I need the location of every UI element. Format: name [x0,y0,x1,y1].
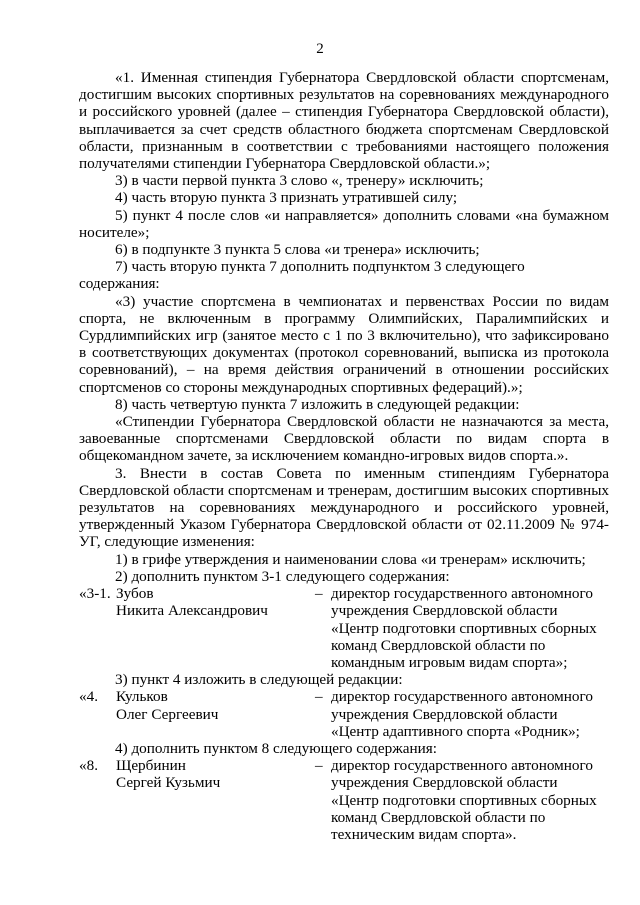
paragraph-change-2: 2) дополнить пунктом 3-1 следующего содержания: [115,567,450,585]
paragraph-quote-stipends: «Стипендии Губернатора Свердловской области не назначаются за места, завоеванные спортсменами Свердловской области по видам спорта в общекомандном зачете, за исключением командно-игровых видов спорта.». [79,413,609,465]
entry-name [116,757,220,791]
page-number: 2 [316,41,324,57]
entry-surname: Зубов [116,585,154,603]
entry-surname: Щербинин [116,757,186,775]
paragraph-change-4: 4) дополнить пунктом 8 следующего содержания: [115,739,437,757]
paragraph-item-6: 6) в подпункте 3 пункта 5 слова «и тренера» исключить; [115,241,480,259]
paragraph-item-7: 7) часть вторую пункта 7 дополнить подпунктом 3 следующего содержания: [79,258,525,293]
entry-number: «8. [79,757,98,775]
entry-dash: – [315,585,323,603]
paragraph-change-3: 3) пункт 4 изложить в следующей редакции: [115,671,403,689]
entry-position: директор государственного автономного учреждения Свердловской области «Центр подготовки спортивных сборных команд Свердловской области по техническим видам спорта». [331,757,597,843]
entry-position: директор государственного автономного учреждения Свердловской области «Центр подготовки спортивных сборных команд Свердловской области по командным игровым видам спорта»; [331,585,597,671]
paragraph-item-8: 8) часть четвертую пункта 7 изложить в следующей редакции: [115,395,520,413]
paragraph-item-5: 5) пункт 4 после слов «и направляется» дополнить словами «на бумажном носителе»; [79,206,609,241]
council-entry-zubov [79,585,609,671]
paragraph-item-3: 3) в части первой пункта 3 слово «, тренеру» исключить; [115,172,484,190]
entry-given-name: Олег Сергеевич [116,705,219,723]
entry-given-name: Сергей Кузьмич [116,774,221,792]
entry-dash: – [315,688,323,706]
entry-name [116,585,268,619]
paragraph-change-1: 1) в грифе утверждения и наименовании слова «и тренерам» исключить; [115,550,586,568]
entry-surname: Кульков [116,688,168,706]
paragraph-subitem-3: «3) участие спортсмена в чемпионатах и первенствах России по видам спорта, не включенным в программу Олимпийских, Паралимпийских и Сурдлимпийских игр (занятое место с 1 по 3 включительно), что зафиксировано в соответствующих документах (протокол соревнований, выписка из протокола соревнований), – на время действия ограничений в отношении российских спортсменов со стороны международных спортивных федераций).»; [79,292,609,396]
entry-number: «3-1. [79,585,111,603]
entry-name [116,688,218,722]
entry-dash: – [315,757,323,775]
paragraph-stipend-definition: «1. Именная стипендия Губернатора Свердловской области спортсменам, достигшим высоких спортивных результатов на соревнованиях международного и российского уровней (далее – стипендия Губернатора Свердловской области), выплачивается за счет средств областного бюджета спортсменам Свердловской области, признанным в соответствии с требованиями настоящего положения получателями стипендии Губернатора Свердловской области.»; [79,69,609,173]
entry-position: директор государственного автономного учреждения Свердловской области «Центр адаптивного спорта «Родник»; [331,688,593,740]
council-entry-kulkov [79,688,609,740]
document-body [79,69,609,843]
paragraph-item-4: 4) часть вторую пункта 3 признать утратившей силу; [115,189,458,207]
entry-given-name: Никита Александрович [116,602,268,620]
council-entry-shcherbinin [79,757,609,843]
paragraph-section-3: 3. Внести в состав Совета по именным стипендиям Губернатора Свердловской области спортсменам и тренерам, достигшим высоких спортивных результатов на соревнованиях международного и российского уровней, утвержденный Указом Губернатора Свердловской области от 02.11.2009 № 974-УГ, следующие изменения: [79,464,609,551]
entry-number: «4. [79,688,98,706]
